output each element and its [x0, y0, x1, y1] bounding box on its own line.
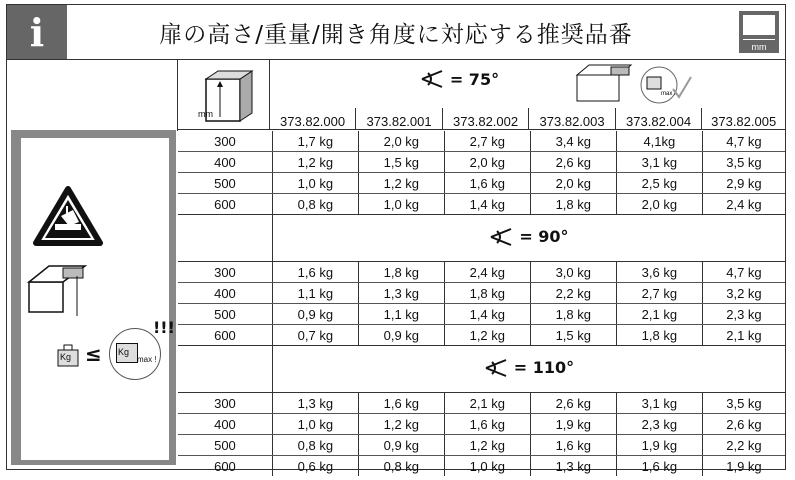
angle-label — [489, 227, 568, 247]
weight-cell: 1,4 kg — [444, 304, 530, 325]
weight-cell: 3,2 kg — [702, 283, 785, 304]
pinch-warning-icon — [33, 186, 103, 246]
table-row — [178, 283, 785, 304]
weight-cell: 2,0 kg — [358, 131, 444, 152]
height-cell: 300 — [178, 393, 272, 414]
weight-cell: 2,1 kg — [616, 304, 702, 325]
leq-symbol: ≤ — [85, 342, 102, 366]
angle-value: = 110° — [513, 358, 575, 377]
table-row — [178, 152, 785, 173]
weight-cell: 1,9 kg — [616, 435, 702, 456]
weight-cell: 2,1 kg — [444, 393, 530, 414]
weight-cell: 4,7 kg — [702, 262, 785, 283]
weight-cell: 3,1 kg — [616, 393, 702, 414]
weight-cell: 2,3 kg — [702, 304, 785, 325]
weight-cell: 0,7 kg — [272, 325, 358, 346]
weight-cell: 0,6 kg — [272, 456, 358, 477]
weight-cell: 1,6 kg — [616, 456, 702, 477]
angle-row — [178, 346, 785, 393]
weight-cell: 3,4 kg — [530, 131, 616, 152]
weight-cell: 2,5 kg — [616, 173, 702, 194]
weight-cell: 1,8 kg — [616, 325, 702, 346]
table-row — [178, 304, 785, 325]
header-bar — [7, 5, 785, 60]
weight-cell: 1,9 kg — [530, 414, 616, 435]
weight-cell: 2,4 kg — [702, 194, 785, 215]
weight-cell: 3,0 kg — [530, 262, 616, 283]
weight-cell: 1,8 kg — [530, 194, 616, 215]
weight-values-table — [178, 131, 785, 476]
table-row — [178, 131, 785, 152]
weight-cell: 1,6 kg — [530, 435, 616, 456]
weight-cell: 2,6 kg — [530, 152, 616, 173]
weight-cell: 0,9 kg — [272, 304, 358, 325]
code-cell: 373.82.005 — [702, 108, 785, 129]
weight-cell: 1,2 kg — [358, 414, 444, 435]
weight-cell: 1,6 kg — [272, 262, 358, 283]
weight-cell: 1,3 kg — [530, 456, 616, 477]
weight-cell: 1,2 kg — [358, 173, 444, 194]
weight-cell: 1,0 kg — [444, 456, 530, 477]
code-cell: 373.82.004 — [615, 108, 702, 129]
angle-icon — [489, 227, 513, 247]
table-row — [178, 325, 785, 346]
angle-icon — [484, 358, 508, 378]
weight-cell: 2,2 kg — [530, 283, 616, 304]
angle-icon — [420, 69, 444, 89]
table-row — [178, 173, 785, 194]
exclaim-mark: !!! — [153, 318, 175, 337]
weight-cell: 2,7 kg — [616, 283, 702, 304]
weight-cell: 2,2 kg — [702, 435, 785, 456]
code-cell: 373.82.000 — [269, 108, 356, 129]
weight-cell: 2,6 kg — [702, 414, 785, 435]
weight-cell: 2,9 kg — [702, 173, 785, 194]
height-cell: 300 — [178, 131, 272, 152]
angle-row — [178, 215, 785, 262]
height-cell: 600 — [214, 327, 236, 343]
code-cell: 373.82.001 — [356, 108, 443, 129]
weight-cell: 1,0 kg — [272, 414, 358, 435]
weight-cell: 3,6 kg — [616, 262, 702, 283]
unit-mm-icon: mm — [739, 11, 779, 53]
angle-label — [484, 358, 574, 378]
weight-cell: 2,6 kg — [530, 393, 616, 414]
table-row — [178, 262, 785, 283]
angle-value: = 90° — [519, 227, 569, 246]
weight-cell: 2,4 kg — [444, 262, 530, 283]
kg-label-small: Kg — [60, 352, 72, 362]
weight-cell: 3,1 kg — [616, 152, 702, 173]
weight-table — [178, 59, 785, 130]
weight-cell: 0,9 kg — [358, 325, 444, 346]
weight-cell: 2,3 kg — [616, 414, 702, 435]
weight-cell: 1,5 kg — [530, 325, 616, 346]
weight-cell: 3,5 kg — [702, 152, 785, 173]
height-cell: 500 — [178, 304, 272, 325]
height-cell: 300 — [178, 262, 272, 283]
weight-cell: 1,0 kg — [272, 173, 358, 194]
weight-cell: 1,2 kg — [444, 435, 530, 456]
weight-cell: 1,1 kg — [358, 304, 444, 325]
height-cell: 600 — [214, 196, 236, 212]
weight-cell: 1,1 kg — [272, 283, 358, 304]
info-icon: i — [7, 5, 67, 59]
page-title: 扉の高さ/重量/開き角度に対応する推奨品番 — [159, 21, 633, 48]
weight-cell: 1,7 kg — [272, 131, 358, 152]
code-cell: 373.82.002 — [442, 108, 529, 129]
height-unit-label: mm — [198, 109, 213, 119]
weight-cell: 2,7 kg — [444, 131, 530, 152]
svg-text:max !: max ! — [660, 91, 676, 97]
weight-cell: 1,3 kg — [358, 283, 444, 304]
top-left-blank-cell — [7, 59, 178, 131]
max-weight-circle: Kg max ! — [109, 328, 161, 380]
weight-cell: 0,8 kg — [358, 456, 444, 477]
height-cell: 500 — [178, 173, 272, 194]
weight-cell: 1,3 kg — [272, 393, 358, 414]
weight-cell: 2,0 kg — [444, 152, 530, 173]
angle-label-75: = 75° — [420, 69, 499, 89]
weight-cell: 1,8 kg — [530, 304, 616, 325]
weight-cell: 0,9 kg — [358, 435, 444, 456]
height-cell: 400 — [178, 414, 272, 435]
weight-compare-icon — [55, 318, 175, 384]
weight-cell: 3,5 kg — [702, 393, 785, 414]
weight-cell: 1,5 kg — [358, 152, 444, 173]
table-row — [178, 456, 785, 477]
weight-cell: 1,8 kg — [444, 283, 530, 304]
height-cell: 600 — [214, 458, 236, 474]
data-sections — [178, 131, 785, 476]
hinge-max-weight-icon — [575, 61, 695, 105]
weight-cell: 1,6 kg — [358, 393, 444, 414]
weight-cell: 0,8 kg — [272, 194, 358, 215]
weight-cell: 1,8 kg — [358, 262, 444, 283]
weight-cell: 1,6 kg — [444, 173, 530, 194]
spec-sheet — [6, 4, 786, 474]
weight-cell: 4,7 kg — [702, 131, 785, 152]
code-cell: 373.82.003 — [529, 108, 616, 129]
height-cell: 400 — [178, 152, 272, 173]
angle-header-row — [178, 59, 785, 108]
weight-cell: 1,9 kg — [702, 456, 785, 477]
weight-cell: 1,0 kg — [358, 194, 444, 215]
table-row — [178, 414, 785, 435]
weight-cell: 2,1 kg — [702, 325, 785, 346]
weight-cell: 1,4 kg — [444, 194, 530, 215]
height-cell: 500 — [178, 435, 272, 456]
weight-cell: 0,8 kg — [272, 435, 358, 456]
table-row — [178, 435, 785, 456]
weight-cell: 1,2 kg — [444, 325, 530, 346]
weight-cell: 1,2 kg — [272, 152, 358, 173]
table-row — [178, 194, 785, 215]
door-hinge-icon — [27, 262, 97, 318]
weight-cell: 4,1kg — [616, 131, 702, 152]
height-cell: 400 — [178, 283, 272, 304]
warning-panel — [11, 130, 176, 465]
weight-cell: 1,6 kg — [444, 414, 530, 435]
table-row — [178, 393, 785, 414]
weight-cell: 2,0 kg — [616, 194, 702, 215]
weight-cell: 2,0 kg — [530, 173, 616, 194]
max-label: max ! — [137, 355, 157, 364]
